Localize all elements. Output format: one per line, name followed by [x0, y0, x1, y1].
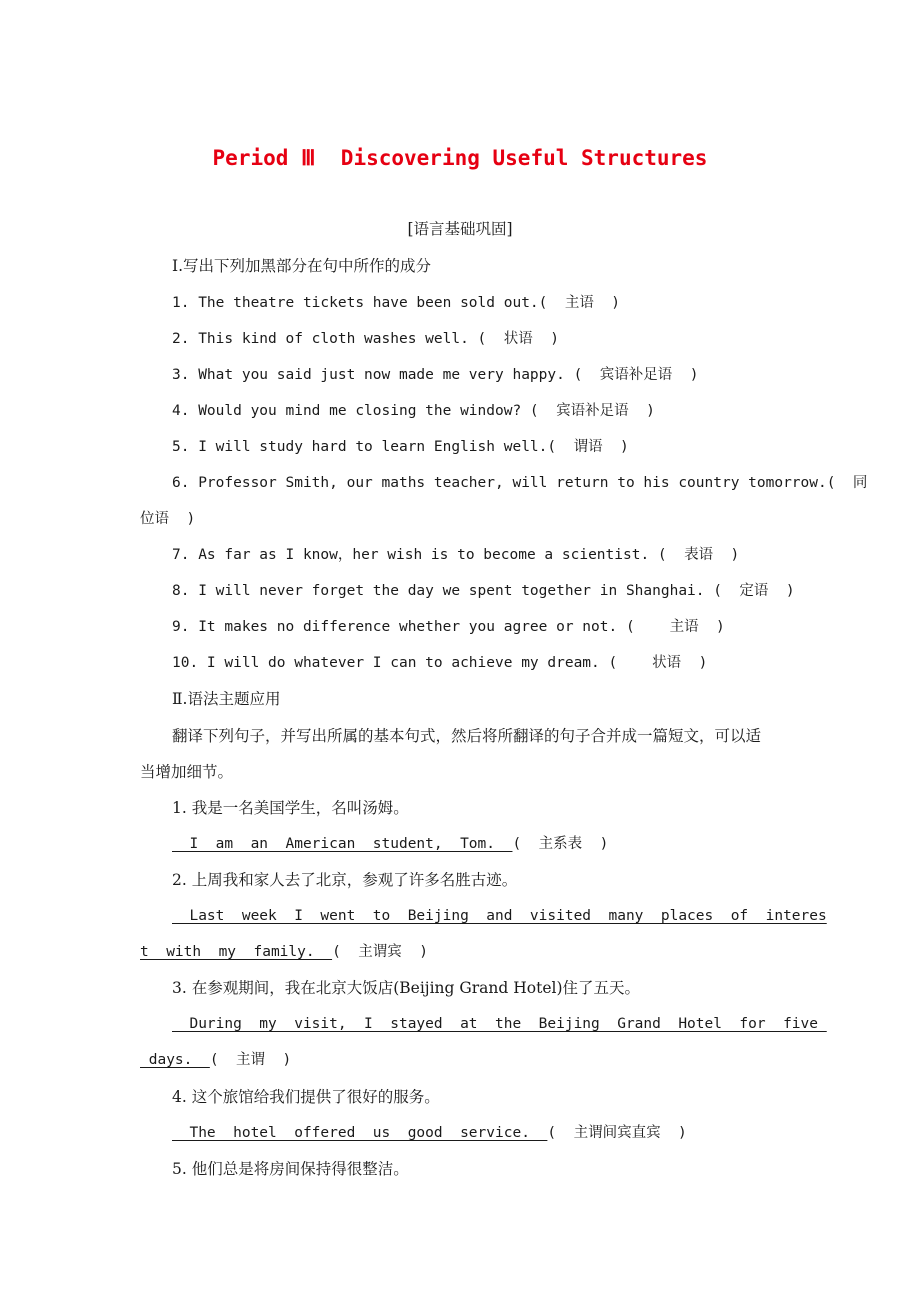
- section-label: [语言基础巩固]: [407, 220, 513, 238]
- exercise-item-2: 2. This kind of cloth washes well. ( 状语 ): [172, 331, 559, 347]
- exercise-item-6: 6. Professor Smith, our maths teacher, will return to his country tomorrow.( 同: [172, 475, 868, 491]
- answer-text: t with my family.: [140, 944, 333, 960]
- exercise-item-9: 9. It makes no difference whether you agree or not. ( 主语 ): [172, 619, 725, 635]
- answer-text: The hotel offered us good service.: [172, 1125, 548, 1141]
- exercise-item-5: 5. I will study hard to learn English well.( 谓语 ): [172, 439, 629, 455]
- sentence-pattern: ( 主系表 ): [512, 836, 609, 852]
- answer-text: Last week I went to Beijing and visited many places of interes: [172, 908, 827, 924]
- part2-instruction: 翻译下列句子，并写出所属的基本句式，然后将所翻译的句子合并成一篇短文，可以适: [172, 727, 762, 745]
- translation-answer-2-continued: [140, 942, 840, 962]
- page-title: Period Ⅲ Discovering Useful Structures: [212, 146, 708, 170]
- translation-question-1: 1. 我是一名美国学生，名叫汤姆。: [172, 799, 409, 817]
- exercise-item-4: 4. Would you mind me closing the window? ( 宾语补足语 ): [172, 403, 655, 419]
- translation-answer-2: [172, 906, 892, 926]
- part2-heading: Ⅱ.语法主题应用: [172, 690, 281, 708]
- translation-answer-3-continued: [140, 1050, 840, 1070]
- exercise-item-6-continued: 位语 ): [140, 511, 196, 527]
- answer-text: During my visit, I stayed at the Beijing Grand Hotel for five: [172, 1016, 827, 1032]
- exercise-item-3: 3. What you said just now made me very happy. ( 宾语补足语 ): [172, 367, 699, 383]
- sentence-pattern: ( 主谓 ): [209, 1052, 292, 1068]
- exercise-item-1: 1. The theatre tickets have been sold out.( 主语 ): [172, 295, 621, 311]
- translation-answer-4: [172, 1123, 872, 1143]
- answer-text: I am an American student, Tom.: [172, 836, 513, 852]
- translation-question-2: 2. 上周我和家人去了北京，参观了许多名胜古迹。: [172, 871, 518, 889]
- translation-question-3: 3. 在参观期间，我在北京大饭店(Beijing Grand Hotel)住了五天。: [172, 979, 640, 997]
- part2-instruction-continued: 当增加细节。: [140, 763, 234, 781]
- translation-question-5: 5. 他们总是将房间保持得很整洁。: [172, 1160, 409, 1178]
- exercise-item-10: 10. I will do whatever I can to achieve my dream. ( 状语 ): [172, 655, 708, 671]
- sentence-pattern: ( 主谓间宾直宾 ): [547, 1125, 687, 1141]
- exercise-item-7: 7. As far as I know，her wish is to become a scientist. ( 表语 ): [172, 547, 740, 563]
- sentence-pattern: ( 主谓宾 ): [332, 944, 428, 960]
- translation-answer-1: [172, 834, 872, 854]
- translation-answer-3: [172, 1014, 892, 1034]
- exercise-item-8: 8. I will never forget the day we spent together in Shanghai. ( 定语 ): [172, 583, 795, 599]
- answer-text: days.: [140, 1052, 210, 1068]
- translation-question-4: 4. 这个旅馆给我们提供了很好的服务。: [172, 1088, 440, 1106]
- part1-heading: Ⅰ.写出下列加黑部分在句中所作的成分: [172, 257, 432, 275]
